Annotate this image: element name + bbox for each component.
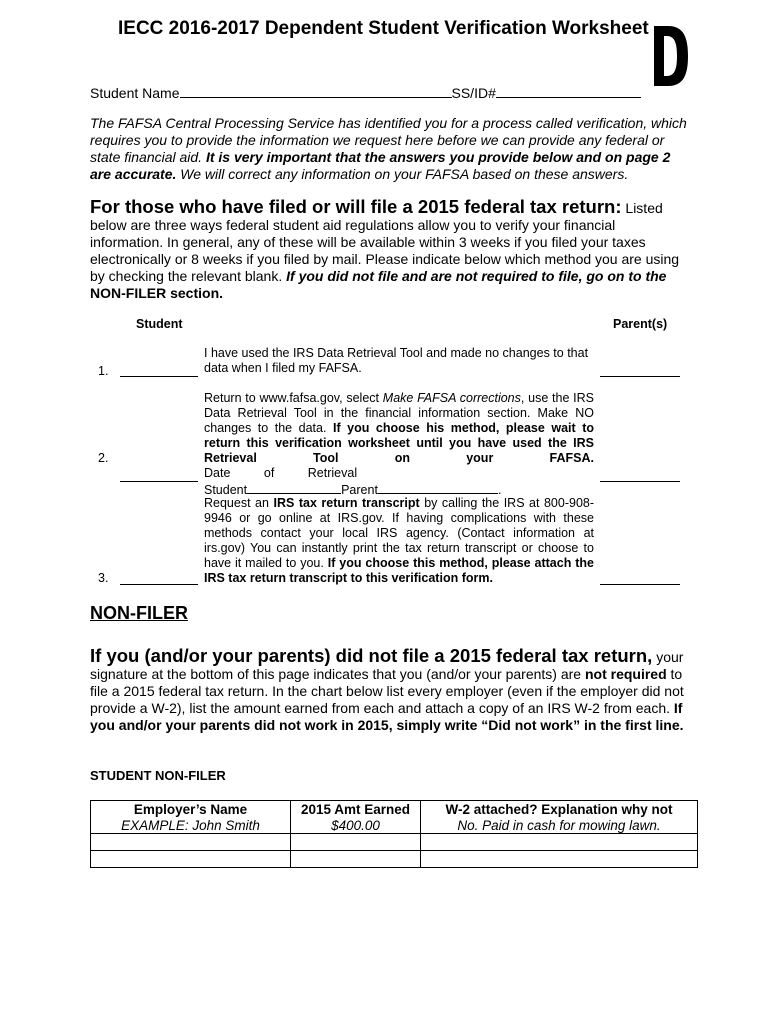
employer-table (90, 800, 698, 868)
w2-header: W-2 attached? Explanation why not (421, 801, 698, 818)
nonfiler-title: NON-FILER (90, 603, 188, 623)
filer-section-intro (90, 198, 690, 302)
intro-closing: We will correct any information on your FAFSA based on these answers. (180, 166, 629, 182)
table-header-row (91, 801, 698, 818)
intro-paragraph (90, 115, 690, 183)
ssid-field[interactable] (496, 83, 641, 98)
filer-instruction: If you did not file and are not required to file, go on to the (286, 268, 667, 284)
retrieval-date-parent-field[interactable] (378, 481, 498, 494)
nonfiler-section-intro: If you (and/or your parents) did not file a 2015 federal tax return, your signature at the bottom of this page indicates that you (and/or your parents) are not required to file a 2015 federal tax return. In the chart below list every employer (even if the employer did not provide a W-2), list the amount earned from each and attach a copy of an IRS W-2 from each. If you and/or your parents did not work in 2015, simply write “Did not work” in the first line. (90, 645, 684, 733)
intro-text: The FAFSA Central Processing Service has identified you for a process called verification, which requires you to provide the information we request here before we can provide any federal or state financial aid. (90, 115, 687, 165)
parent-check-blank-2[interactable] (600, 481, 680, 482)
option-number: 2. (98, 451, 109, 465)
filer-heading: For those who have filed or will file a 2015 federal tax return: (90, 196, 622, 217)
w2-explanation-cell[interactable] (421, 834, 698, 851)
student-name-label: Student Name (90, 85, 180, 101)
table-row (91, 817, 698, 834)
parent-column-header: Parent(s) (613, 317, 668, 331)
example-employer: EXAMPLE: John Smith (91, 817, 291, 834)
option-number: 1. (98, 364, 109, 378)
option-text: Request an IRS tax return transcript by calling the IRS at 800-908-9946 or go online at IRS.gov. If having complications with these methods contact your local IRS agency. (Contact information at irs.gov) You can instantly print the tax return transcript or choose to have it mailed to you. If you choose this method, please attach the IRS tax return transcript to this verification form. (204, 496, 595, 585)
student-nonfiler-label: STUDENT NON-FILER (90, 768, 226, 783)
w2-explanation-cell[interactable] (421, 851, 698, 868)
example-w2: No. Paid in cash for mowing lawn. (421, 817, 698, 834)
table-row (91, 834, 698, 851)
employer-name-header: Employer’s Name (91, 801, 291, 818)
amount-earned-cell[interactable] (291, 851, 421, 868)
option-text: I have used the IRS Data Retrieval Tool and made no changes to that data when I filed my FAFSA. (204, 346, 589, 375)
student-check-blank-2[interactable] (120, 481, 198, 482)
amount-earned-header: 2015 Amt Earned (291, 801, 421, 818)
filer-nonfiler-ref: NON-FILER section. (90, 285, 224, 301)
employer-name-cell[interactable] (91, 834, 291, 851)
ssid-label: SS/ID# (451, 85, 496, 101)
student-name-field[interactable] (180, 83, 452, 98)
student-check-blank-1[interactable] (120, 376, 198, 377)
example-amount: $400.00 (291, 817, 421, 834)
parent-check-blank-1[interactable] (600, 376, 680, 377)
table-row (91, 851, 698, 868)
employer-name-cell[interactable] (91, 851, 291, 868)
form-letter-badge-d (652, 24, 690, 88)
page-title: IECC 2016-2017 Dependent Student Verification Worksheet (118, 18, 649, 39)
filer-body: Listed below are three ways federal student aid regulations allow you to verify your financial information. In general, any of these will be available within 3 weeks if you filed your taxes electronically or 8 weeks if you filed by mail. Please indicate below which method you are using by checking the relevant blank. (90, 200, 680, 284)
intro-emphasis: It is very important that the answers you provide below and on page 2 are accurate. (90, 149, 671, 182)
option-text: Return to www.fafsa.gov, select Make FAFSA corrections, use the IRS Data Retrieval Tool in the financial information section. Make NO changes to the data. If you choose his method, please wait to return this verification worksheet until you have used the IRS Retrieval Tool on your FAFSA. Date of Retrieval Student Parent . (204, 391, 594, 497)
nonfiler-heading: If you (and/or your parents) did not file a 2015 federal tax return, (90, 645, 653, 666)
amount-earned-cell[interactable] (291, 834, 421, 851)
student-column-header: Student (136, 317, 183, 331)
student-check-blank-3[interactable] (120, 584, 198, 585)
option-number: 3. (98, 571, 109, 585)
retrieval-date-student-field[interactable] (247, 481, 341, 494)
student-info-line (90, 83, 641, 101)
parent-check-blank-3[interactable] (600, 584, 680, 585)
